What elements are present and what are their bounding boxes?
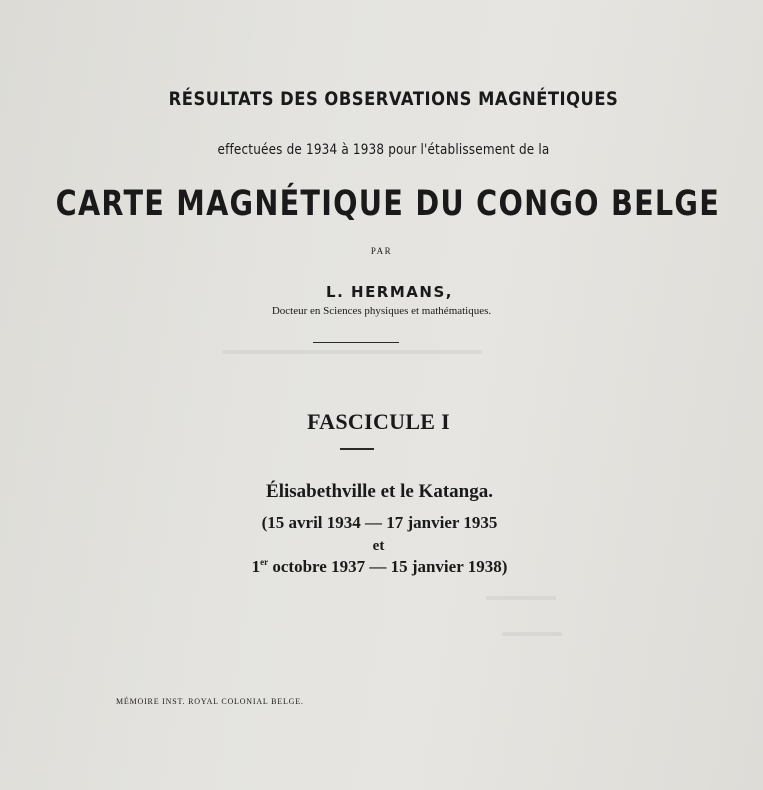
place-subtitle: Élisabethville et le Katanga. (266, 481, 493, 502)
par-label: PAR (370, 246, 393, 256)
footer-memoire: MÉMOIRE INST. ROYAL COLONIAL BELGE. (116, 697, 304, 706)
title-line-1: RÉSULTATS DES OBSERVATIONS MAGNÉTIQUES (168, 88, 619, 110)
bleed-through-text (486, 596, 556, 600)
fascicule-heading: FASCICULE I (307, 409, 450, 434)
dates-line-2 (0, 557, 761, 577)
dates-line-2-day: 1 (251, 557, 261, 576)
main-title: CARTE MAGNÉTIQUE DU CONGO BELGE (55, 184, 721, 224)
bleed-through-text (502, 632, 562, 636)
dates-et: et (372, 538, 385, 554)
title-line-2: effectuées de 1934 à 1938 pour l'établissement de la (217, 142, 550, 158)
divider-rule (313, 342, 399, 343)
author-name: L. HERMANS, (326, 283, 453, 301)
author-degree: Docteur en Sciences physiques et mathématiques. (271, 305, 492, 317)
bleed-through-text (222, 350, 482, 354)
divider-rule-short (340, 448, 374, 450)
dates-line-2-rest: octobre 1937 — 15 janvier 1938) (268, 557, 508, 576)
dates-line-1: (15 avril 1934 — 17 janvier 1935 (261, 513, 498, 532)
dates-line-2-ordinal: er (260, 557, 269, 567)
